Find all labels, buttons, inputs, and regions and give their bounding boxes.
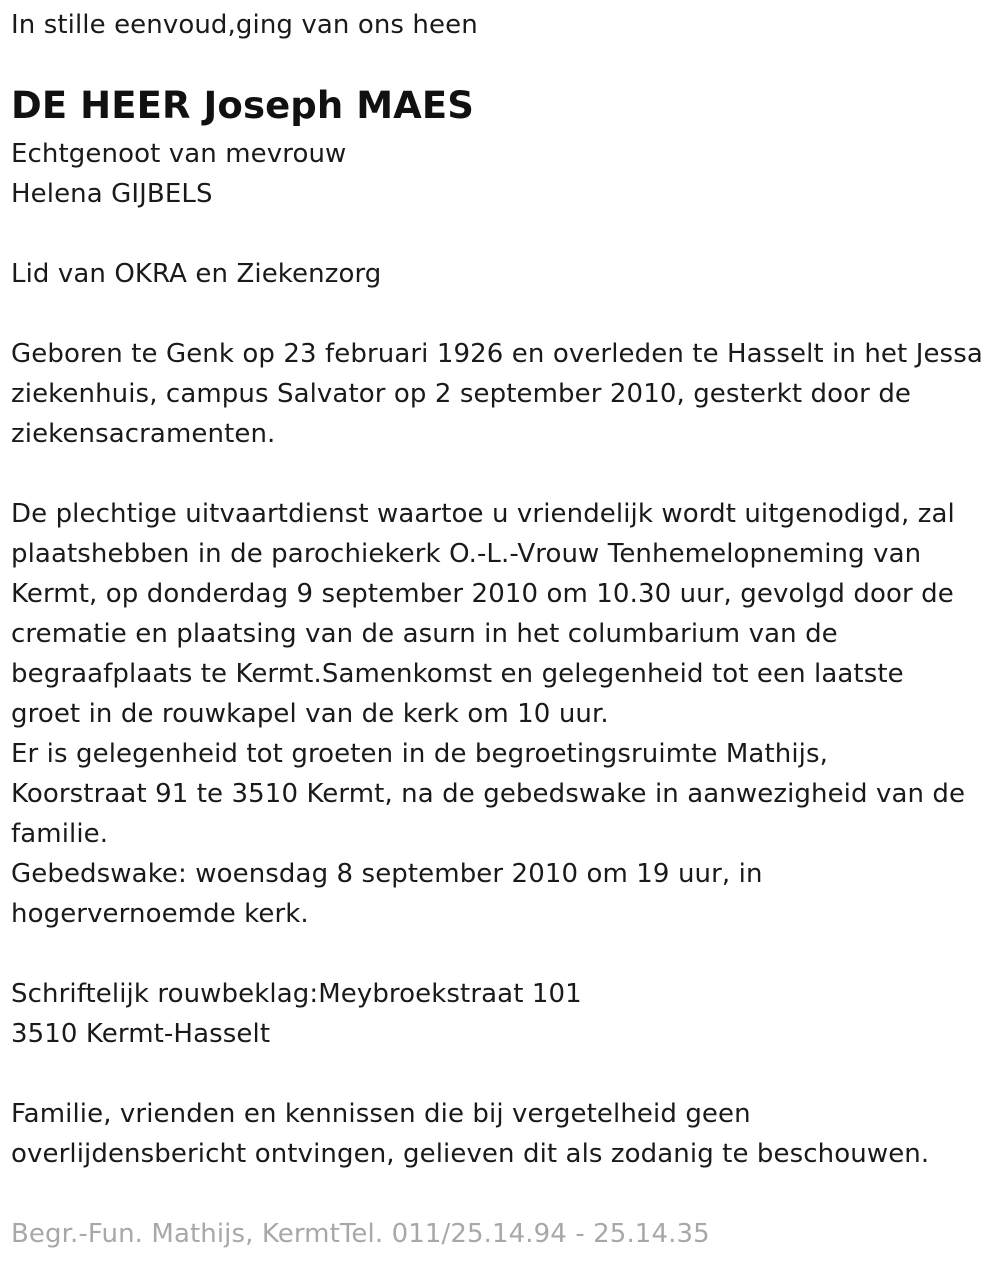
- intro-text: In stille eenvoud,ging van ons heen: [11, 10, 478, 40]
- ceremony-line-2: plaatshebben in de parochiekerk O.-L.-Vrouw Tenhemelopneming van: [11, 539, 922, 569]
- notice-line-1: Familie, vrienden en kennissen die bij vergetelheid geen: [11, 1099, 751, 1129]
- ceremony-line-8: Koorstraat 91 te 3510 Kermt, na de gebedswake in aanwezigheid van de: [11, 779, 966, 809]
- ceremony-line-3: Kermt, op donderdag 9 september 2010 om 10.30 uur, gevolgd door de: [11, 579, 954, 609]
- ceremony-line-7: Er is gelegenheid tot groeten in de begroetingsruimte Mathijs,: [11, 739, 828, 769]
- funeral-home-footer: Begr.-Fun. Mathijs, KermtTel. 011/25.14.94 - 25.14.35: [11, 1219, 710, 1249]
- ceremony-line-11: hogervernoemde kerk.: [11, 899, 309, 929]
- ceremony-line-1: De plechtige uitvaartdienst waartoe u vriendelijk wordt uitgenodigd, zal: [11, 499, 955, 529]
- membership-text: Lid van OKRA en Ziekenzorg: [11, 259, 382, 289]
- ceremony-line-4: crematie en plaatsing van de asurn in het columbarium van de: [11, 619, 838, 649]
- spouse-line-1: Echtgenoot van mevrouw: [11, 139, 347, 169]
- ceremony-line-6: groet in de rouwkapel van de kerk om 10 uur.: [11, 699, 609, 729]
- spouse-line-2: Helena GIJBELS: [11, 179, 213, 209]
- condolence-address-line-2: 3510 Kermt-Hasselt: [11, 1019, 271, 1049]
- notice-line-2: overlijdensbericht ontvingen, gelieven dit als zodanig te beschouwen.: [11, 1139, 930, 1169]
- birth-death-line-2: ziekenhuis, campus Salvator op 2 september 2010, gesterkt door de: [11, 379, 912, 409]
- ceremony-line-9: familie.: [11, 819, 109, 849]
- deceased-name: DE HEER Joseph MAES: [11, 84, 475, 127]
- birth-death-line-3: ziekensacramenten.: [11, 419, 276, 449]
- birth-death-line-1: Geboren te Genk op 23 februari 1926 en overleden te Hasselt in het Jessa: [11, 339, 983, 369]
- ceremony-line-5: begraafplaats te Kermt.Samenkomst en gelegenheid tot een laatste: [11, 659, 904, 689]
- condolence-address-line-1: Schriftelijk rouwbeklag:Meybroekstraat 101: [11, 979, 582, 1009]
- ceremony-line-10: Gebedswake: woensdag 8 september 2010 om 19 uur, in: [11, 859, 763, 889]
